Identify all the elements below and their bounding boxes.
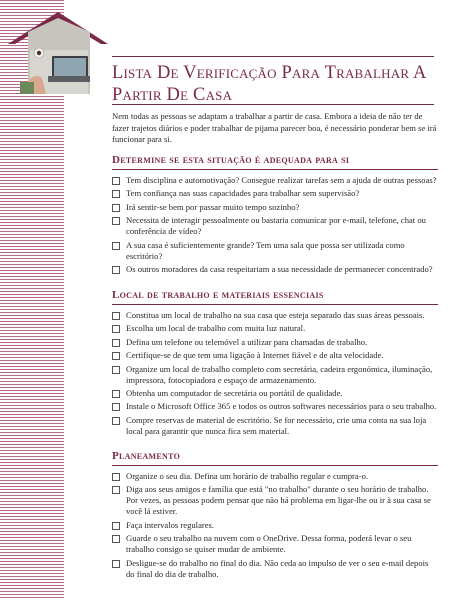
title-rule-top [112, 56, 434, 57]
list-item: Organize um local de trabalho completo com secretária, cadeira ergonómica, iluminação, impressora, fotocopiadora e espaço de armazenamento. [112, 364, 438, 386]
checkbox-icon[interactable] [112, 325, 120, 333]
checkbox-icon[interactable] [112, 177, 120, 185]
list-item: Constitua um local de trabalho na sua casa que esteja separado das suas áreas pessoais. [112, 310, 438, 321]
intro-paragraph: Nem todas as pessoas se adaptam a trabalhar a partir de casa. Embora a ideia de não ter de fazer trajetos diários e poder trabalhar de pijama parecer boa, é necessário ponderar bem se irá funcionar para si. [112, 111, 437, 145]
list-item: A sua casa é suficientemente grande? Tem uma sala que possa ser utilizada como escritório? [112, 240, 438, 262]
section-heading: Local de trabalho e materiais essenciais [112, 289, 438, 305]
section-heading: Determine se esta situação é adequada para si [112, 154, 438, 170]
list-item: Irá sentir-se bem por passar muito tempo sozinho? [112, 202, 438, 213]
checkbox-icon[interactable] [112, 339, 120, 347]
checklist [112, 471, 438, 580]
checkbox-icon[interactable] [112, 390, 120, 398]
list-item: Certifique-se de que tem uma ligação à Internet fiável e de alta velocidade. [112, 350, 438, 361]
list-item: Diga aos seus amigos e família que está "no trabalho" durante o seu horário de trabalho. Por vezes, as pessoas podem pensar que não há problema em ligar-lhe ou ir à sua casa se você lá estiver. [112, 484, 438, 517]
checklist [112, 175, 438, 275]
list-item: Obtenha um computador de secretária ou portátil de qualidade. [112, 388, 438, 399]
page-title: Lista De Verificação Para Trabalhar A Partir De Casa [112, 63, 426, 105]
checkbox-icon[interactable] [112, 403, 120, 411]
list-item: Os outros moradores da casa respeitariam a sua necessidade de permanecer concentrado? [112, 264, 438, 275]
checkbox-icon[interactable] [112, 417, 120, 425]
list-item: Faça intervalos regulares. [112, 520, 438, 531]
list-item: Defina um telefone ou telemóvel a utilizar para chamadas de trabalho. [112, 337, 438, 348]
checkbox-icon[interactable] [112, 486, 120, 494]
list-item: Compre reservas de material de escritório. Se for necessário, crie uma conta na sua loja local para garantir que nunca fica sem material. [112, 415, 438, 437]
list-item: Instale o Microsoft Office 365 e todos os outros softwares necessários para o seu trabalho. [112, 401, 438, 412]
checkbox-icon[interactable] [112, 560, 120, 568]
checkbox-icon[interactable] [112, 204, 120, 212]
list-item: Guarde o seu trabalho na nuvem com o OneDrive. Dessa forma, poderá levar o seu trabalho consigo se quiser mudar de ambiente. [112, 533, 438, 555]
checkbox-icon[interactable] [112, 217, 120, 225]
title-rule-bottom [112, 104, 434, 105]
checklist [112, 310, 438, 437]
list-item: Tem disciplina e automotivação? Consegue realizar tarefas sem a ajuda de outras pessoas? [112, 175, 438, 186]
checkbox-icon[interactable] [112, 242, 120, 250]
list-item: Escolha um local de trabalho com muita luz natural. [112, 323, 438, 334]
checkbox-icon[interactable] [112, 535, 120, 543]
house-roof-icon [6, 10, 110, 94]
list-item: Necessita de interagir pessoalmente ou bastaria comunicar por e-mail, telefone, chat ou conferência de vídeo? [112, 215, 438, 237]
list-item: Organize o seu dia. Defina um horário de trabalho regular e cumpra-o. [112, 471, 438, 482]
checkbox-icon[interactable] [112, 522, 120, 530]
section-workplace [112, 289, 438, 439]
checkbox-icon[interactable] [112, 312, 120, 320]
section-heading: Planeamento [112, 450, 438, 466]
section-suitability [112, 154, 438, 277]
list-item: Tem confiança nas suas capacidades para trabalhar sem supervisão? [112, 188, 438, 199]
checkbox-icon[interactable] [112, 190, 120, 198]
checkbox-icon[interactable] [112, 266, 120, 274]
checkbox-icon[interactable] [112, 352, 120, 360]
checkbox-icon[interactable] [112, 473, 120, 481]
list-item: Desligue-se do trabalho no final do dia. Não ceda ao impulso de ver o seu e-mail depois do final do dia de trabalho. [112, 558, 438, 580]
section-planning [112, 450, 438, 582]
checkbox-icon[interactable] [112, 366, 120, 374]
